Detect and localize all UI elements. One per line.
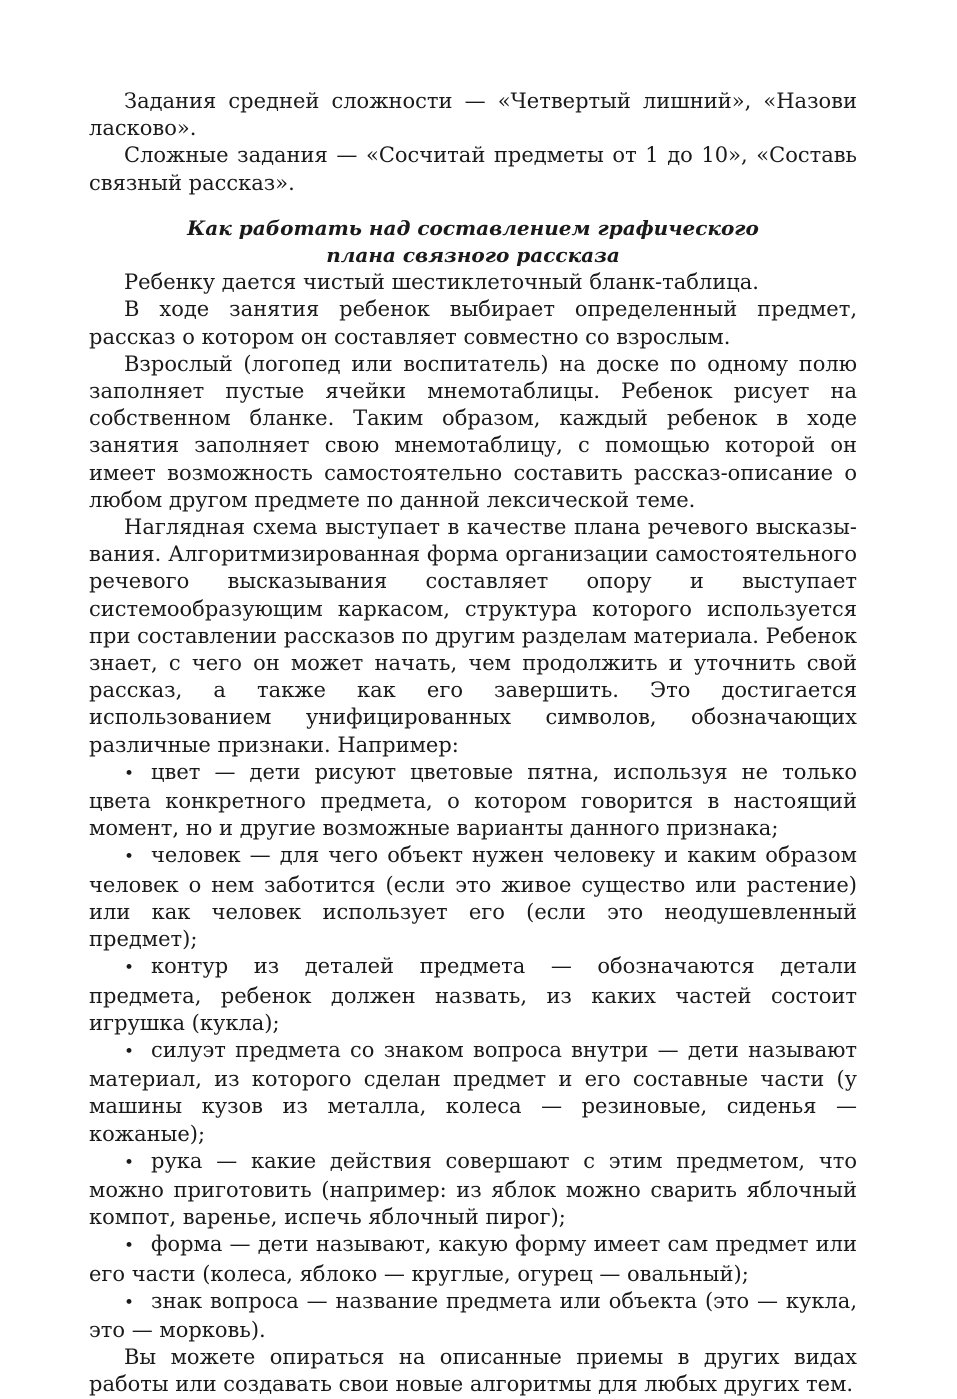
bullet-item-silhouette [89, 1037, 857, 1148]
bullet-item-person [89, 842, 857, 953]
bullet-marker: • [124, 1236, 135, 1257]
page-body [89, 88, 857, 1399]
bullet-text: человек — для чего объект нужен человеку и каким образом человек о нем заботится (если это живое существо или растение) или как человек использует его (если это неодушевленный предмет); [89, 843, 857, 952]
paragraph-visual-scheme: Наглядная схема выступает в качестве плана речевого высказывания. Алгоритмизированная форма организации самостоятельного речевого высказывания составляет опору и выступает системообразующим каркасом, структура которого используется при составлении рассказов по другим разделам материала. Ребенок знает, с чего он может начать, чем продолжить и уточнить свой рассказ, а также как его завершить. Это достигается использованием унифицированных символов, обозначающих различные признаки. Например: [89, 515, 857, 757]
bullet-text: рука — какие действия совершают с этим предметом, что можно приготовить (например: из яблок можно сварить яблочный компот, варенье, испечь яблочный пирог); [89, 1148, 857, 1230]
bullet-marker: • [124, 847, 135, 868]
bullet-marker: • [124, 1152, 135, 1173]
paragraph-hard-tasks: Сложные задания — «Сосчитай предметы от 1 до 10», «Составь связный рассказ». [89, 143, 857, 195]
bullet-marker: • [124, 958, 135, 979]
section-title [89, 215, 857, 269]
paragraph-medium-tasks: Задания средней сложности — «Четвертый лишний», «Назови ласково». [89, 89, 857, 141]
bullet-marker: • [124, 1292, 135, 1313]
section-title-line-1: Как работать над составлением графического [187, 215, 759, 240]
bullet-marker: • [124, 763, 135, 784]
bullet-item-hand [89, 1148, 857, 1232]
paragraph-adult-fills: Взрослый (логопед или воспитатель) на доске по одному полю заполняет пустые ячейки мнемотаблицы. Ребенок рисует на собственном бланке. Таким образом, каждый ребенок в ходе занятия заполняет свою мнемотаблицу, с помощью которой он имеет возможность самостоятельно составить рассказ-описание о любом другом предмете по данной лексической теме. [89, 351, 857, 512]
bullet-marker: • [124, 1041, 135, 1062]
bullet-item-question-mark [89, 1288, 857, 1344]
bullet-text: цвет — дети рисуют цветовые пятна, используя не только цвета конкретного предмета, о котором говорится в настоящий момент, но и другие возможные варианты данного признака; [89, 759, 857, 841]
paragraph-blank-form: Ребенку дается чистый шестиклеточный бланк-таблица. [124, 270, 759, 295]
bullet-item-contour [89, 953, 857, 1037]
bullet-item-color [89, 759, 857, 843]
bullet-text: силуэт предмета со знаком вопроса внутри — дети называют материал, из которого сделан предмет и его составные части (у машины кузов из металла, колеса — резиновые, сиденья — кожаные); [89, 1037, 857, 1146]
paragraph-choose-object: В ходе занятия ребенок выбирает определенный предмет, рассказ о котором он составляет совместно со взрослым. [89, 297, 857, 349]
paragraph-final: Вы можете опираться на описанные приемы в других видах работы или создавать свои новые алгоритмы для любых других тем. [89, 1345, 857, 1397]
bullet-item-shape [89, 1231, 857, 1287]
bullet-text: форма — дети называют, какую форму имеет сам предмет или его части (колеса, яблоко — круглые, огурец — овальный); [89, 1232, 857, 1286]
bullet-text: контур из деталей предмета — обозначаются детали предмета, ребенок должен назвать, из каких частей состоит игрушка (кукла); [89, 954, 857, 1035]
bullet-text: знак вопроса — название предмета или объекта (это — кукла, это — морковь). [89, 1288, 857, 1342]
section-title-line-2: плана связного рассказа [326, 243, 620, 268]
